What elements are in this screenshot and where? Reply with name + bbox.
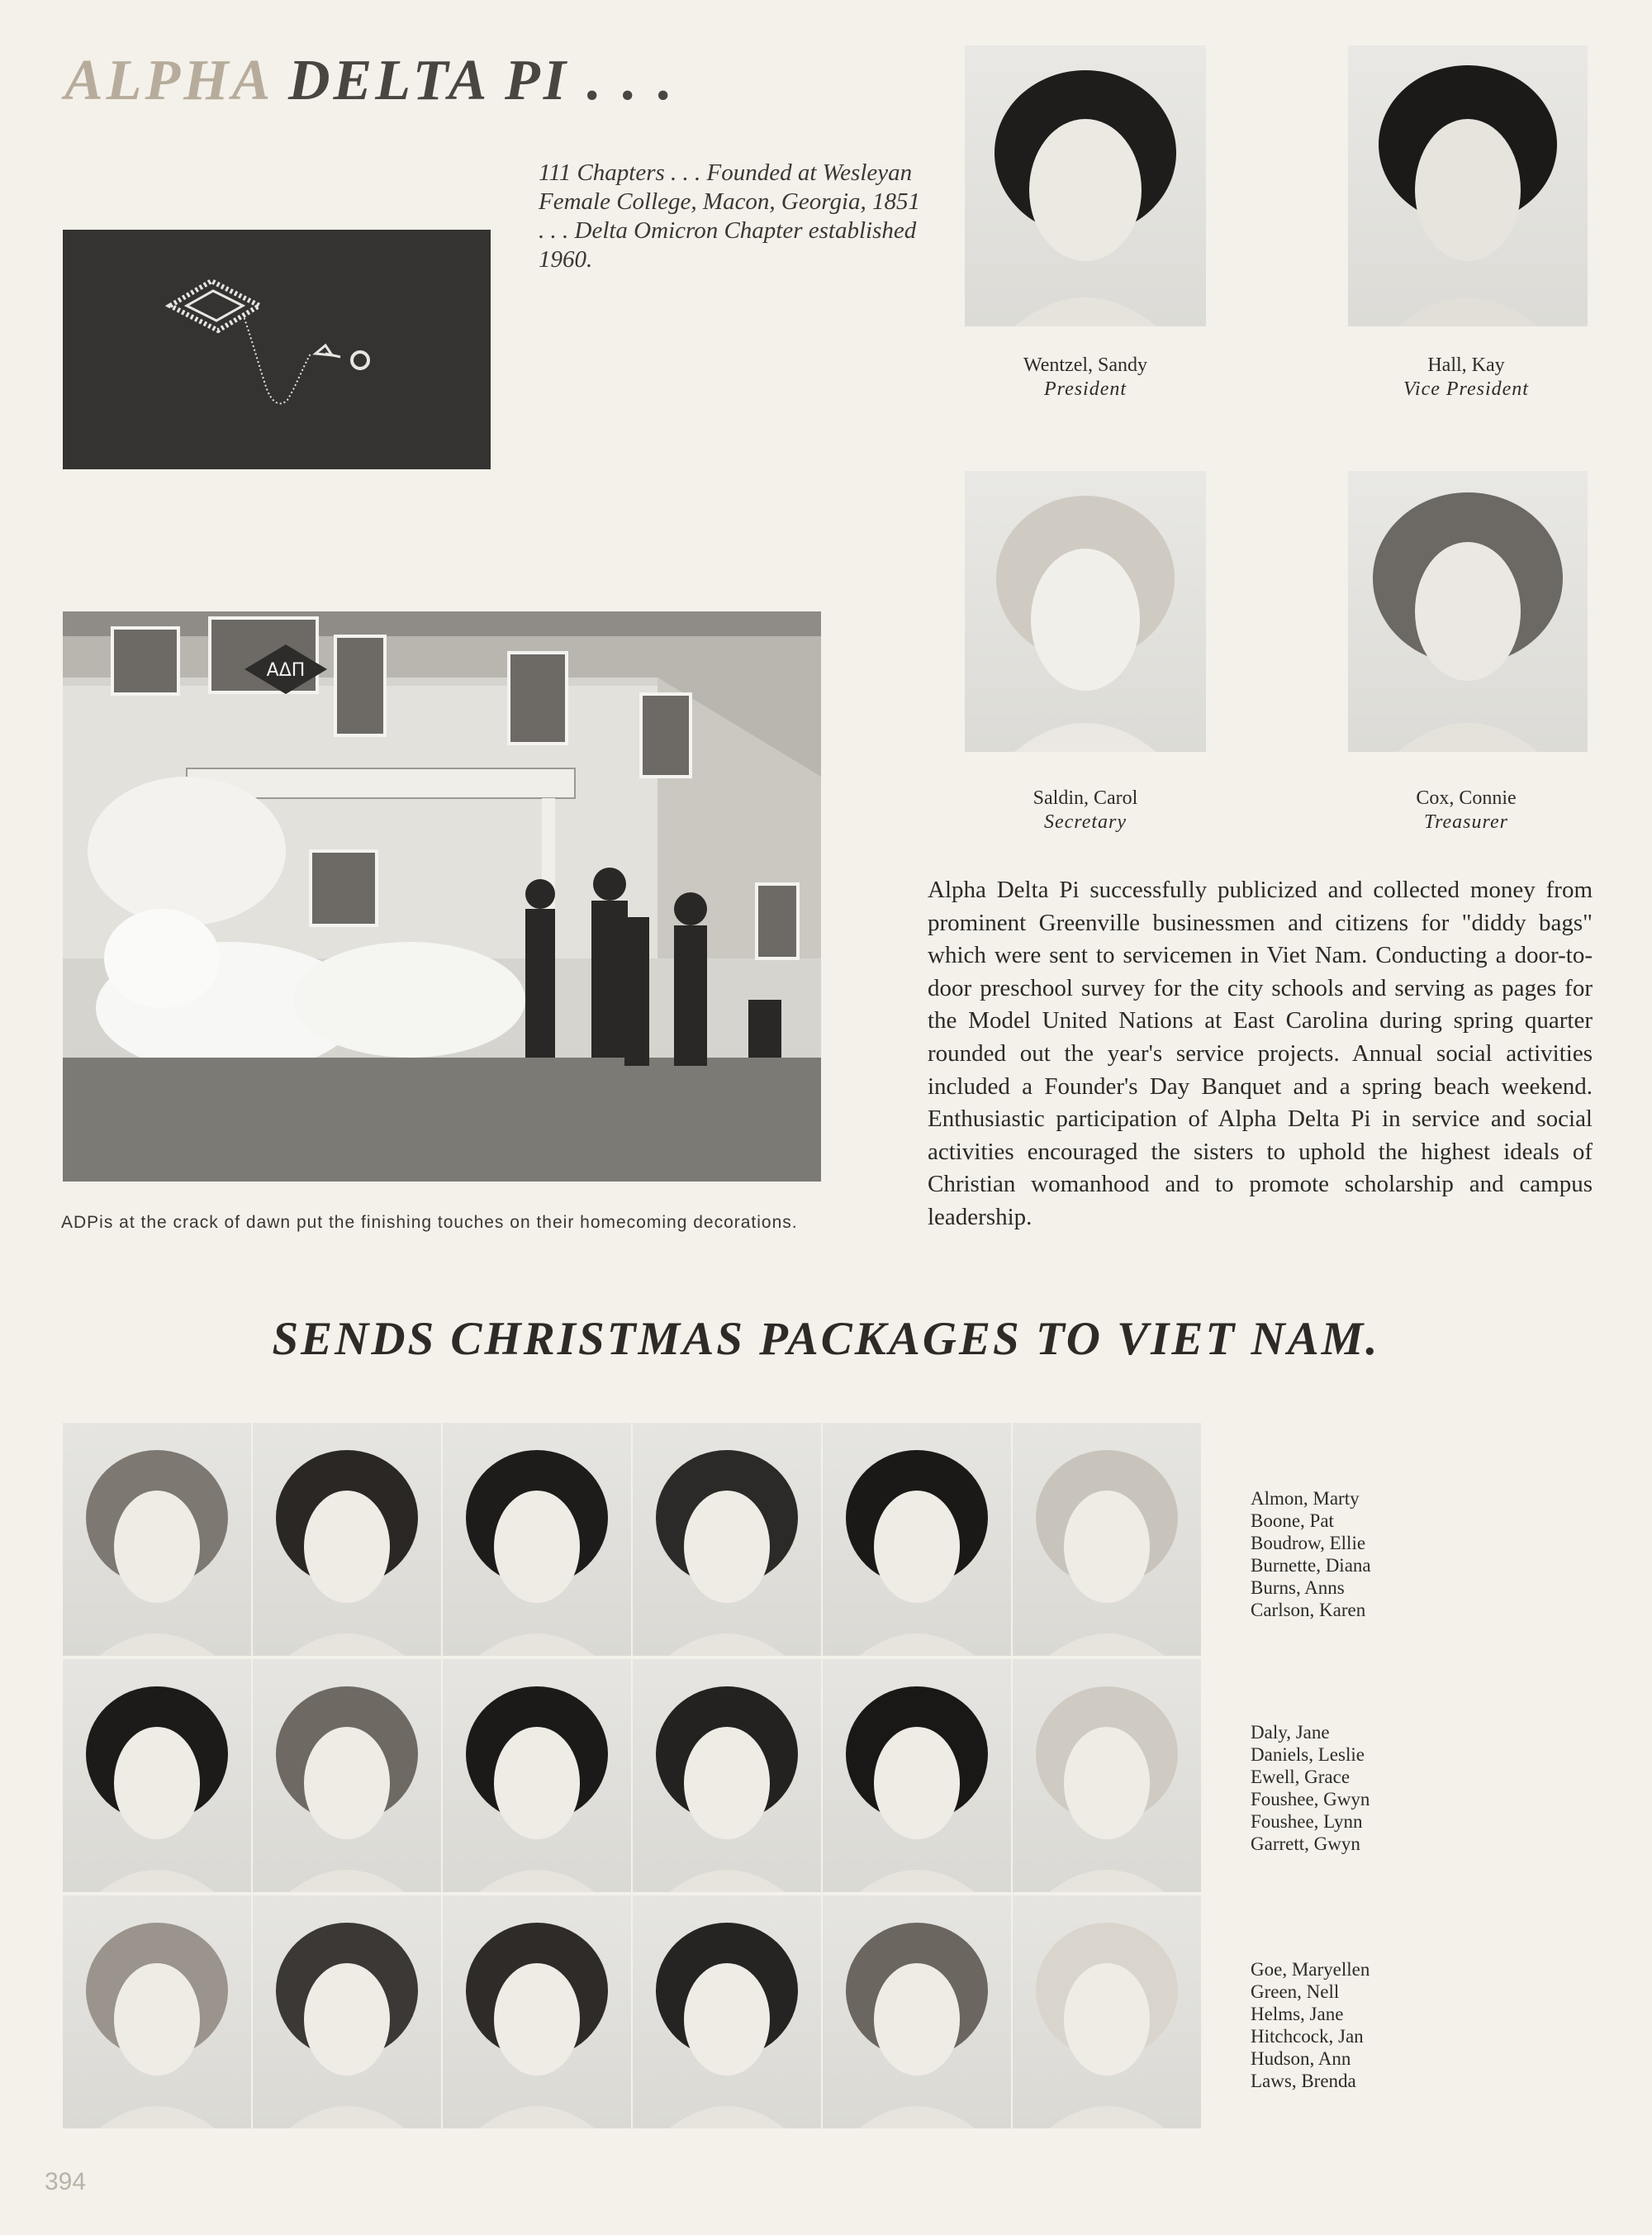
officer-role: President (1043, 378, 1127, 400)
portrait-silhouette-icon (63, 1659, 251, 1892)
portrait-silhouette-icon (443, 1423, 631, 1656)
portrait-silhouette-icon (443, 1895, 631, 2128)
officer-portrait-treasurer (1348, 471, 1588, 752)
officer-portrait-vice-president (1348, 45, 1588, 326)
member-portrait (633, 1895, 821, 2128)
portrait-silhouette-icon (965, 471, 1206, 752)
portrait-silhouette-icon (63, 1423, 251, 1656)
member-portrait (633, 1659, 821, 1892)
member-portrait (823, 1423, 1011, 1656)
page-number: 394 (45, 2168, 87, 2195)
member-name: Green, Nell (1251, 1981, 1340, 2002)
member-portrait-grid (63, 1423, 1201, 2128)
member-name: Boone, Pat (1251, 1510, 1334, 1531)
member-name: Garrett, Gwyn (1251, 1833, 1360, 1854)
intro-paragraph: 111 Chapters . . . Founded at Wesleyan Female College, Macon, Georgia, 1851 . . . Delta Omicron Chapter established 1960. (539, 159, 921, 273)
member-names-row-2 (1251, 1721, 1432, 1855)
member-portrait (443, 1423, 631, 1656)
portrait-silhouette-icon (1013, 1423, 1201, 1656)
homecoming-photo (63, 611, 821, 1182)
officer-name: Hall, Kay (1427, 354, 1505, 376)
member-name: Burnette, Diana (1251, 1555, 1371, 1576)
member-portrait (823, 1895, 1011, 2128)
officer-portrait-president (965, 45, 1206, 326)
member-portrait (63, 1423, 251, 1656)
member-names-row-3 (1251, 1958, 1432, 2092)
portrait-silhouette-icon (823, 1659, 1011, 1892)
portrait-silhouette-icon (633, 1423, 821, 1656)
member-portrait (1013, 1659, 1201, 1892)
officer-name: Cox, Connie (1416, 787, 1517, 809)
member-portrait (443, 1659, 631, 1892)
officer-role: Treasurer (1424, 811, 1508, 833)
section-headline: SENDS CHRISTMAS PACKAGES TO VIET NAM. (272, 1313, 1380, 1365)
member-portrait (633, 1423, 821, 1656)
pin-illustration (63, 230, 491, 469)
portrait-silhouette-icon (253, 1895, 441, 2128)
photo-caption: ADPis at the crack of dawn put the finishing touches on their homecoming decorations. (61, 1213, 798, 1232)
member-portrait (1013, 1423, 1201, 1656)
member-name: Foushee, Gwyn (1251, 1789, 1370, 1809)
portrait-silhouette-icon (63, 1895, 251, 2128)
member-portrait (443, 1895, 631, 2128)
member-portrait (823, 1659, 1011, 1892)
member-name: Carlson, Karen (1251, 1600, 1366, 1620)
page-title-faded: ALPHA (64, 49, 288, 112)
portrait-silhouette-icon (633, 1659, 821, 1892)
officer-portrait-secretary (965, 471, 1206, 752)
member-portrait (1013, 1895, 1201, 2128)
member-names-row-1 (1251, 1487, 1432, 1621)
member-name: Burns, Anns (1251, 1577, 1345, 1598)
sorority-pin-photo (63, 230, 491, 469)
house-scene (63, 611, 821, 1182)
officer-name: Wentzel, Sandy (1023, 354, 1148, 376)
portrait-silhouette-icon (253, 1423, 441, 1656)
member-name: Hitchcock, Jan (1251, 2026, 1364, 2047)
member-name: Boudrow, Ellie (1251, 1533, 1366, 1553)
member-name: Hudson, Ann (1251, 2048, 1351, 2069)
page-title-main: DELTA PI . . . (287, 49, 676, 112)
member-name: Daniels, Leslie (1251, 1744, 1365, 1765)
member-name: Goe, Maryellen (1251, 1959, 1370, 1980)
member-name: Daly, Jane (1251, 1722, 1330, 1743)
member-name: Foushee, Lynn (1251, 1811, 1363, 1832)
member-name: Ewell, Grace (1251, 1767, 1351, 1787)
member-name: Laws, Brenda (1251, 2071, 1356, 2091)
portrait-silhouette-icon (823, 1423, 1011, 1656)
portrait-silhouette-icon (633, 1895, 821, 2128)
page-title (64, 48, 676, 114)
member-name: Helms, Jane (1251, 2004, 1344, 2024)
officer-caption-secretary (961, 787, 1209, 835)
member-portrait (253, 1423, 441, 1656)
portrait-silhouette-icon (253, 1659, 441, 1892)
portrait-silhouette-icon (965, 45, 1206, 326)
portrait-silhouette-icon (443, 1659, 631, 1892)
house-sign: AΔΠ (266, 660, 306, 681)
member-portrait (63, 1895, 251, 2128)
member-portrait (253, 1895, 441, 2128)
member-portrait (253, 1659, 441, 1892)
portrait-silhouette-icon (823, 1895, 1011, 2128)
officer-caption-treasurer (1342, 787, 1590, 835)
officer-caption-vice-president (1342, 354, 1590, 402)
portrait-silhouette-icon (1013, 1895, 1201, 2128)
officer-role: Vice President (1403, 378, 1529, 400)
member-name: Almon, Marty (1251, 1488, 1360, 1509)
member-portrait (63, 1659, 251, 1892)
portrait-silhouette-icon (1013, 1659, 1201, 1892)
officer-name: Saldin, Carol (1032, 787, 1138, 809)
portrait-silhouette-icon (1348, 471, 1588, 752)
portrait-silhouette-icon (1348, 45, 1588, 326)
chapter-description: Alpha Delta Pi successfully publicized and collected money from prominent Greenville businessmen and citizens for "diddy bags" which were sent to servicemen in Viet Nam. Conducting a door-to-door preschool survey for the city schools and serving as pages for the Model United Nations at East Carolina during spring quarter rounded out the year's service projects. Annual social activities included a Founder's Day Banquet and a spring beach weekend. Enthusiastic participation of Alpha Delta Pi in service and social activities encouraged the sisters to uphold the highest ideals of Christian womanhood and to promote scholarship and campus leadership. (928, 877, 1593, 1230)
officer-caption-president (961, 354, 1209, 402)
officer-role: Secretary (1043, 811, 1127, 833)
